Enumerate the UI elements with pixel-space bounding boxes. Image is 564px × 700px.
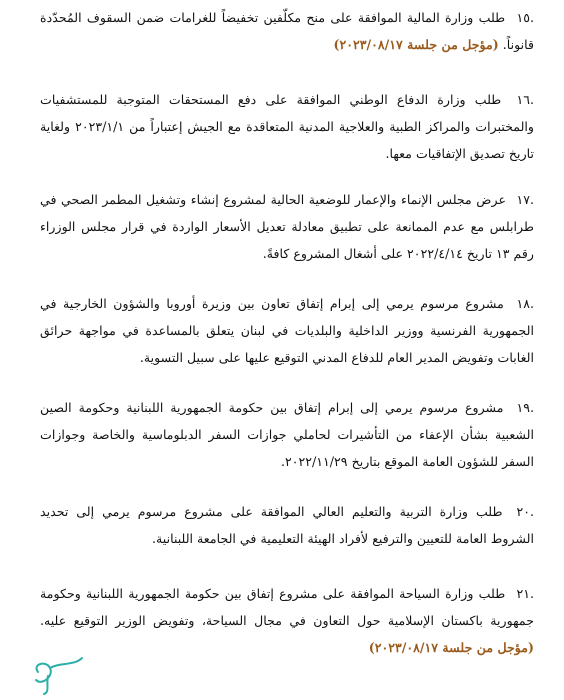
item-text: مشروع مرسوم يرمي إلى إبرام إتفاق بين حكومة الجمهورية اللبنانية وحكومة الصين الشعبية بشأن الإعفاء من التأشيرات لحاملي جوازات السفر الدبلوماسية والخاصة وجوازات السفر للشؤون العامة الموقع بتاريخ ٢٠٢٢/١١/٢٩. bbox=[40, 400, 534, 469]
agenda-item-20 bbox=[40, 498, 534, 552]
item-number: .١٥ bbox=[516, 10, 534, 25]
agenda-item-18 bbox=[40, 290, 534, 371]
agenda-item-16 bbox=[40, 86, 534, 167]
item-text: طلب وزارة التربية والتعليم العالي الموافقة على مشروع مرسوم يرمي إلى تحديد الشروط العامة للتعيين والترفيع لأفراد الهيئة التعليمية في الجامعة اللبنانية. bbox=[40, 504, 534, 546]
item-number: .٢٠ bbox=[516, 504, 534, 519]
item-number: .١٨ bbox=[516, 296, 534, 311]
agenda-item-21 bbox=[40, 580, 534, 661]
agenda-item-17 bbox=[40, 186, 534, 267]
item-number: .٢١ bbox=[516, 586, 534, 601]
item-number: .١٦ bbox=[516, 92, 534, 107]
item-text: مشروع مرسوم يرمي إلى إبرام إتفاق تعاون بين وزيرة أوروبا والشؤون الخارجية في الجمهورية الفرنسية ووزير الداخلية والبلديات في لبنان يتعلق بالمساعدة في مواجهة حرائق الغابات وتفويض المدير العام للدفاع المدني التوقيع عليها على سبيل التسوية. bbox=[40, 296, 534, 365]
item-text: طلب وزارة الدفاع الوطني الموافقة على دفع المستحقات المتوجبة للمستشفيات والمختبرات والمراكز الطبية والعلاجية المدنية المتعاقدة مع الجيش إعتباراً من ٢٠٢٣/١/١ ولغاية تاريخ تصديق الإتفاقيات معها. bbox=[40, 92, 534, 161]
item-text: طلب وزارة السياحة الموافقة على مشروع إتفاق بين حكومة الجمهورية اللبنانية وحكومة جمهورية باكستان الإسلامية حول التعاون في مجال السياحة، وتفويض الوزير التوقيع عليه. bbox=[40, 586, 534, 628]
postponed-note: (مؤجل من جلسة ٢٠٢٣/٠٨/١٧) bbox=[333, 37, 499, 52]
agenda-item-19 bbox=[40, 394, 534, 475]
item-text: طلب وزارة المالية الموافقة على منح مكلّفين تخفيضاً للغرامات ضمن السقوف المُحدّدة قانوناً. bbox=[40, 10, 534, 52]
handwritten-signature bbox=[24, 652, 94, 696]
item-number: .١٧ bbox=[516, 192, 534, 207]
agenda-item-15 bbox=[40, 4, 534, 58]
item-text: عرض مجلس الإنماء والإعمار للوضعية الحالية لمشروع إنشاء وتشغيل المطمر الصحي في طرابلس مع عدم الممانعة على تطبيق معادلة تعديل الأسعار الواردة في قرار مجلس الوزراء رقم ١٣ تاريخ ٢٠٢٢/٤/١٤ على أشغال المشروع كافةً. bbox=[40, 192, 534, 261]
postponed-note: (مؤجل من جلسة ٢٠٢٣/٠٨/١٧) bbox=[368, 640, 534, 655]
item-number: .١٩ bbox=[516, 400, 534, 415]
